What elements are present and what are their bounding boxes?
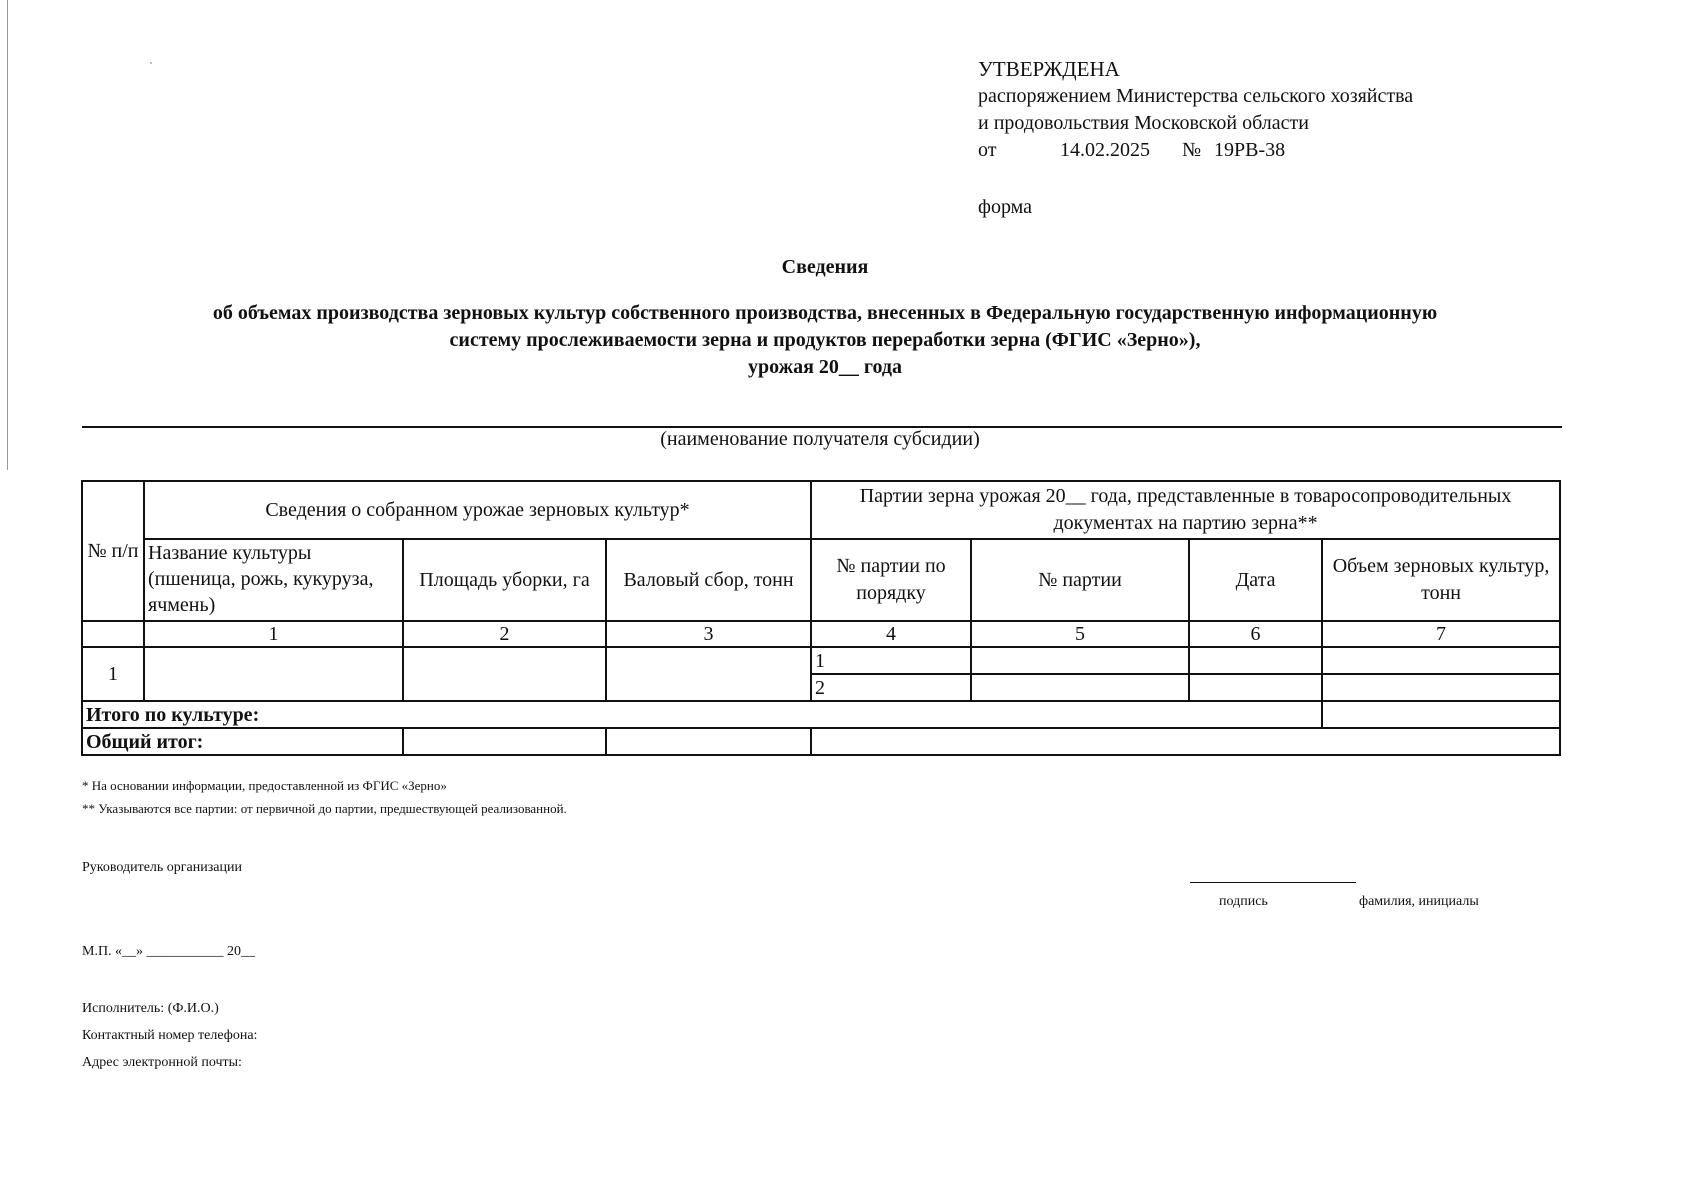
approval-line1: распоряжением Министерства сельского хозяйства	[978, 85, 1414, 107]
row-index: 1	[82, 647, 144, 701]
seal-date-line: М.П. «__» ___________ 20__	[82, 944, 256, 959]
header-harvest-group: Сведения о собранном урожае зерновых культур*	[144, 481, 811, 539]
head-of-organization-label: Руководитель организации	[82, 860, 242, 875]
approval-line2: и продовольствия Московской области	[978, 112, 1309, 134]
header-gross-yield: Валовый сбор, тонн	[606, 539, 811, 621]
col-number: 5	[971, 621, 1189, 647]
signature-line[interactable]	[1190, 882, 1356, 883]
cell-batch-volume[interactable]	[1322, 674, 1560, 701]
subtitle-line3: урожая 20__ года	[747, 356, 903, 378]
cell-culture-name[interactable]	[144, 647, 403, 701]
approval-number: 19РВ-38	[1214, 139, 1286, 161]
total-culture-label: Итого по культуре:	[82, 701, 1322, 728]
full-name-caption: фамилия, инициалы	[1359, 894, 1479, 909]
document-subtitle	[0, 300, 1650, 381]
cell-batch-order: 1	[811, 647, 971, 674]
header-culture-name: Название культуры (пшеница, рожь, кукуруза, ячмень)	[144, 539, 403, 621]
header-batch-order: № партии по порядку	[811, 539, 971, 621]
cell-batch-volume[interactable]	[1322, 647, 1560, 674]
approval-reference	[978, 137, 1413, 164]
header-harvest-area: Площадь уборки, га	[403, 539, 606, 621]
approval-number-label: №	[1182, 139, 1202, 161]
header-batches-group: Партии зерна урожая 20__ года, представленные в товаросопроводительных документах на партию зерна**	[811, 481, 1560, 539]
cell-batch-date[interactable]	[1189, 674, 1322, 701]
approval-from-label: от	[978, 139, 997, 161]
header-volume: Объем зерновых культур, тонн	[1322, 539, 1560, 621]
header-date: Дата	[1189, 539, 1322, 621]
col-number: 7	[1322, 621, 1560, 647]
subtitle-line1: об объемах производства зерновых культур собственного производства, внесенных в Федеральную государственную информационную	[212, 302, 1438, 324]
cell-total-area[interactable]	[403, 728, 606, 755]
total-overall-label: Общий итог:	[82, 728, 403, 755]
cell-batch-number[interactable]	[971, 647, 1189, 674]
approval-block	[978, 56, 1413, 164]
header-row-number: № п/п	[82, 481, 144, 621]
document-title: Сведения	[781, 256, 869, 278]
cell-total-yield[interactable]	[606, 728, 811, 755]
form-label: форма	[978, 196, 1033, 218]
grain-production-table	[81, 480, 1561, 756]
scan-edge-line	[7, 0, 8, 470]
cell-batch-number[interactable]	[971, 674, 1189, 701]
cell-batch-order: 2	[811, 674, 971, 701]
col-number: 2	[403, 621, 606, 647]
phone-label: Контактный номер телефона:	[82, 1028, 258, 1043]
cell-harvest-area[interactable]	[403, 647, 606, 701]
subtitle-line2: систему прослеживаемости зерна и продуктов переработки зерна (ФГИС «Зерно»),	[449, 329, 1201, 351]
cell-total-batches	[811, 728, 1560, 755]
recipient-caption: (наименование получателя субсидии)	[660, 428, 980, 450]
header-batch-number: № партии	[971, 539, 1189, 621]
approval-date: 14.02.2025	[1060, 139, 1150, 161]
approval-heading: УТВЕРЖДЕНА	[978, 57, 1120, 81]
col-number: 1	[144, 621, 403, 647]
executor-label: Исполнитель: (Ф.И.О.)	[82, 1001, 219, 1016]
col-number: 3	[606, 621, 811, 647]
col-number: 4	[811, 621, 971, 647]
scan-speck	[150, 62, 152, 64]
footnote-2: ** Указываются все партии: от первичной до партии, предшествующей реализованной.	[82, 801, 567, 816]
cell-gross-yield[interactable]	[606, 647, 811, 701]
signature-caption: подпись	[1219, 894, 1268, 909]
cell-total-culture-volume[interactable]	[1322, 701, 1560, 728]
footnote-1: * На основании информации, предоставленной из ФГИС «Зерно»	[82, 778, 447, 793]
col-number: 6	[1189, 621, 1322, 647]
col-number-empty	[82, 621, 144, 647]
cell-batch-date[interactable]	[1189, 647, 1322, 674]
email-label: Адрес электронной почты:	[82, 1055, 242, 1070]
